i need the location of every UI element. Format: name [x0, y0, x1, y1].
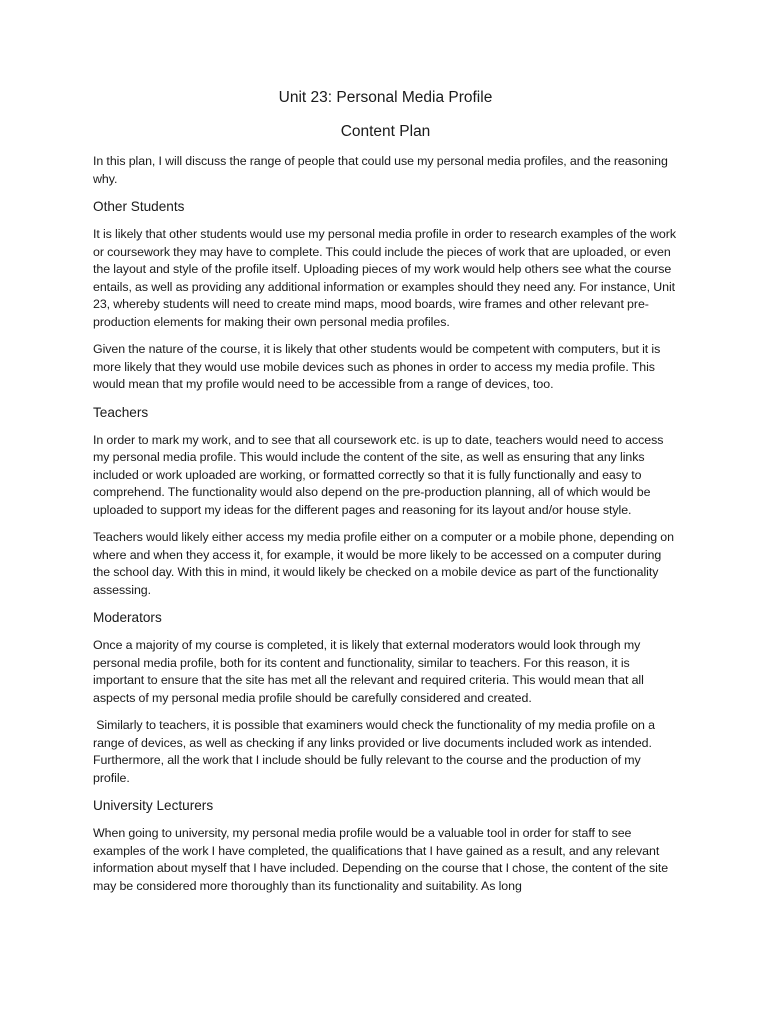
section-heading-other-students: Other Students [93, 199, 185, 214]
moderators-paragraph-1: Once a majority of my course is completed, it is likely that external moderators would look through my personal media profile, both for its content and functionality, similar to teachers. For this reason, it is important to ensure that the site has met all the relevant and required criteria. This would mean that all aspects of my personal media profile should be carefully considered and created. [93, 638, 644, 705]
document-title: Unit 23: Personal Media Profile [278, 89, 493, 106]
section-heading-moderators: Moderators [93, 610, 162, 625]
moderators-paragraph-2: Similarly to teachers, it is possible that examiners would check the functionality of my media profile on a range of devices, as well as checking if any links provided or live documents included work as intended. Furthermore, all the work that I include should be fully relevant to the course and the production of my profile. [93, 718, 659, 785]
document-body [93, 86, 678, 905]
document-subtitle: Content Plan [340, 123, 431, 140]
section-heading-university-lecturers: University Lecturers [93, 798, 214, 813]
teachers-paragraph-1: In order to mark my work, and to see that all coursework etc. is up to date, teachers would need to access my personal media profile. This would include the content of the site, as well as ensuring that any links included or work uploaded are working, or formatted correctly so that it is fully functionally and easy to comprehend. The functionality would also depend on the pre-production planning, all of which would be uploaded to support my ideas for the different pages and reasoning for its layout and/or house style. [93, 432, 664, 517]
other-students-paragraph-2: Given the nature of the course, it is likely that other students would be competent with computers, but it is more likely that they would use mobile devices such as phones in order to access my media profile. This would mean that my profile would need to be accessible from a range of devices, too. [93, 342, 661, 391]
section-heading-teachers: Teachers [93, 404, 149, 420]
intro-paragraph: In this plan, I will discuss the range of people that could use my personal media profiles, and the reasoning why. [93, 154, 668, 186]
university-lecturers-paragraph-1: When going to university, my personal media profile would be a valuable tool in order for staff to see examples of the work I have completed, the qualifications that I have gained as a result, and any relevant information about myself that I have included. Depending on the course that I chose, the content of the site may be considered more thoroughly than its functionality and suitability. As long [93, 826, 669, 893]
other-students-paragraph-1: It is likely that other students would use my personal media profile in order to research examples of the work or coursework they may have to complete. This could include the pieces of work that are uploaded, or even the layout and style of the profile itself. Uploading pieces of my work would help others see what the course entails, as well as providing any additional information or examples should they need any. For instance, Unit 23, whereby students will need to create mind maps, mood boards, wire frames and other relevant pre-production elements for making their own personal media profiles. [93, 227, 676, 329]
teachers-paragraph-2: Teachers would likely either access my media profile either on a computer or a mobile phone, depending on where and when they access it, for example, it would be more likely to be accessed on a computer during the school day. With this in mind, it would likely be checked on a mobile device as part of the functionality assessing. [93, 530, 674, 597]
